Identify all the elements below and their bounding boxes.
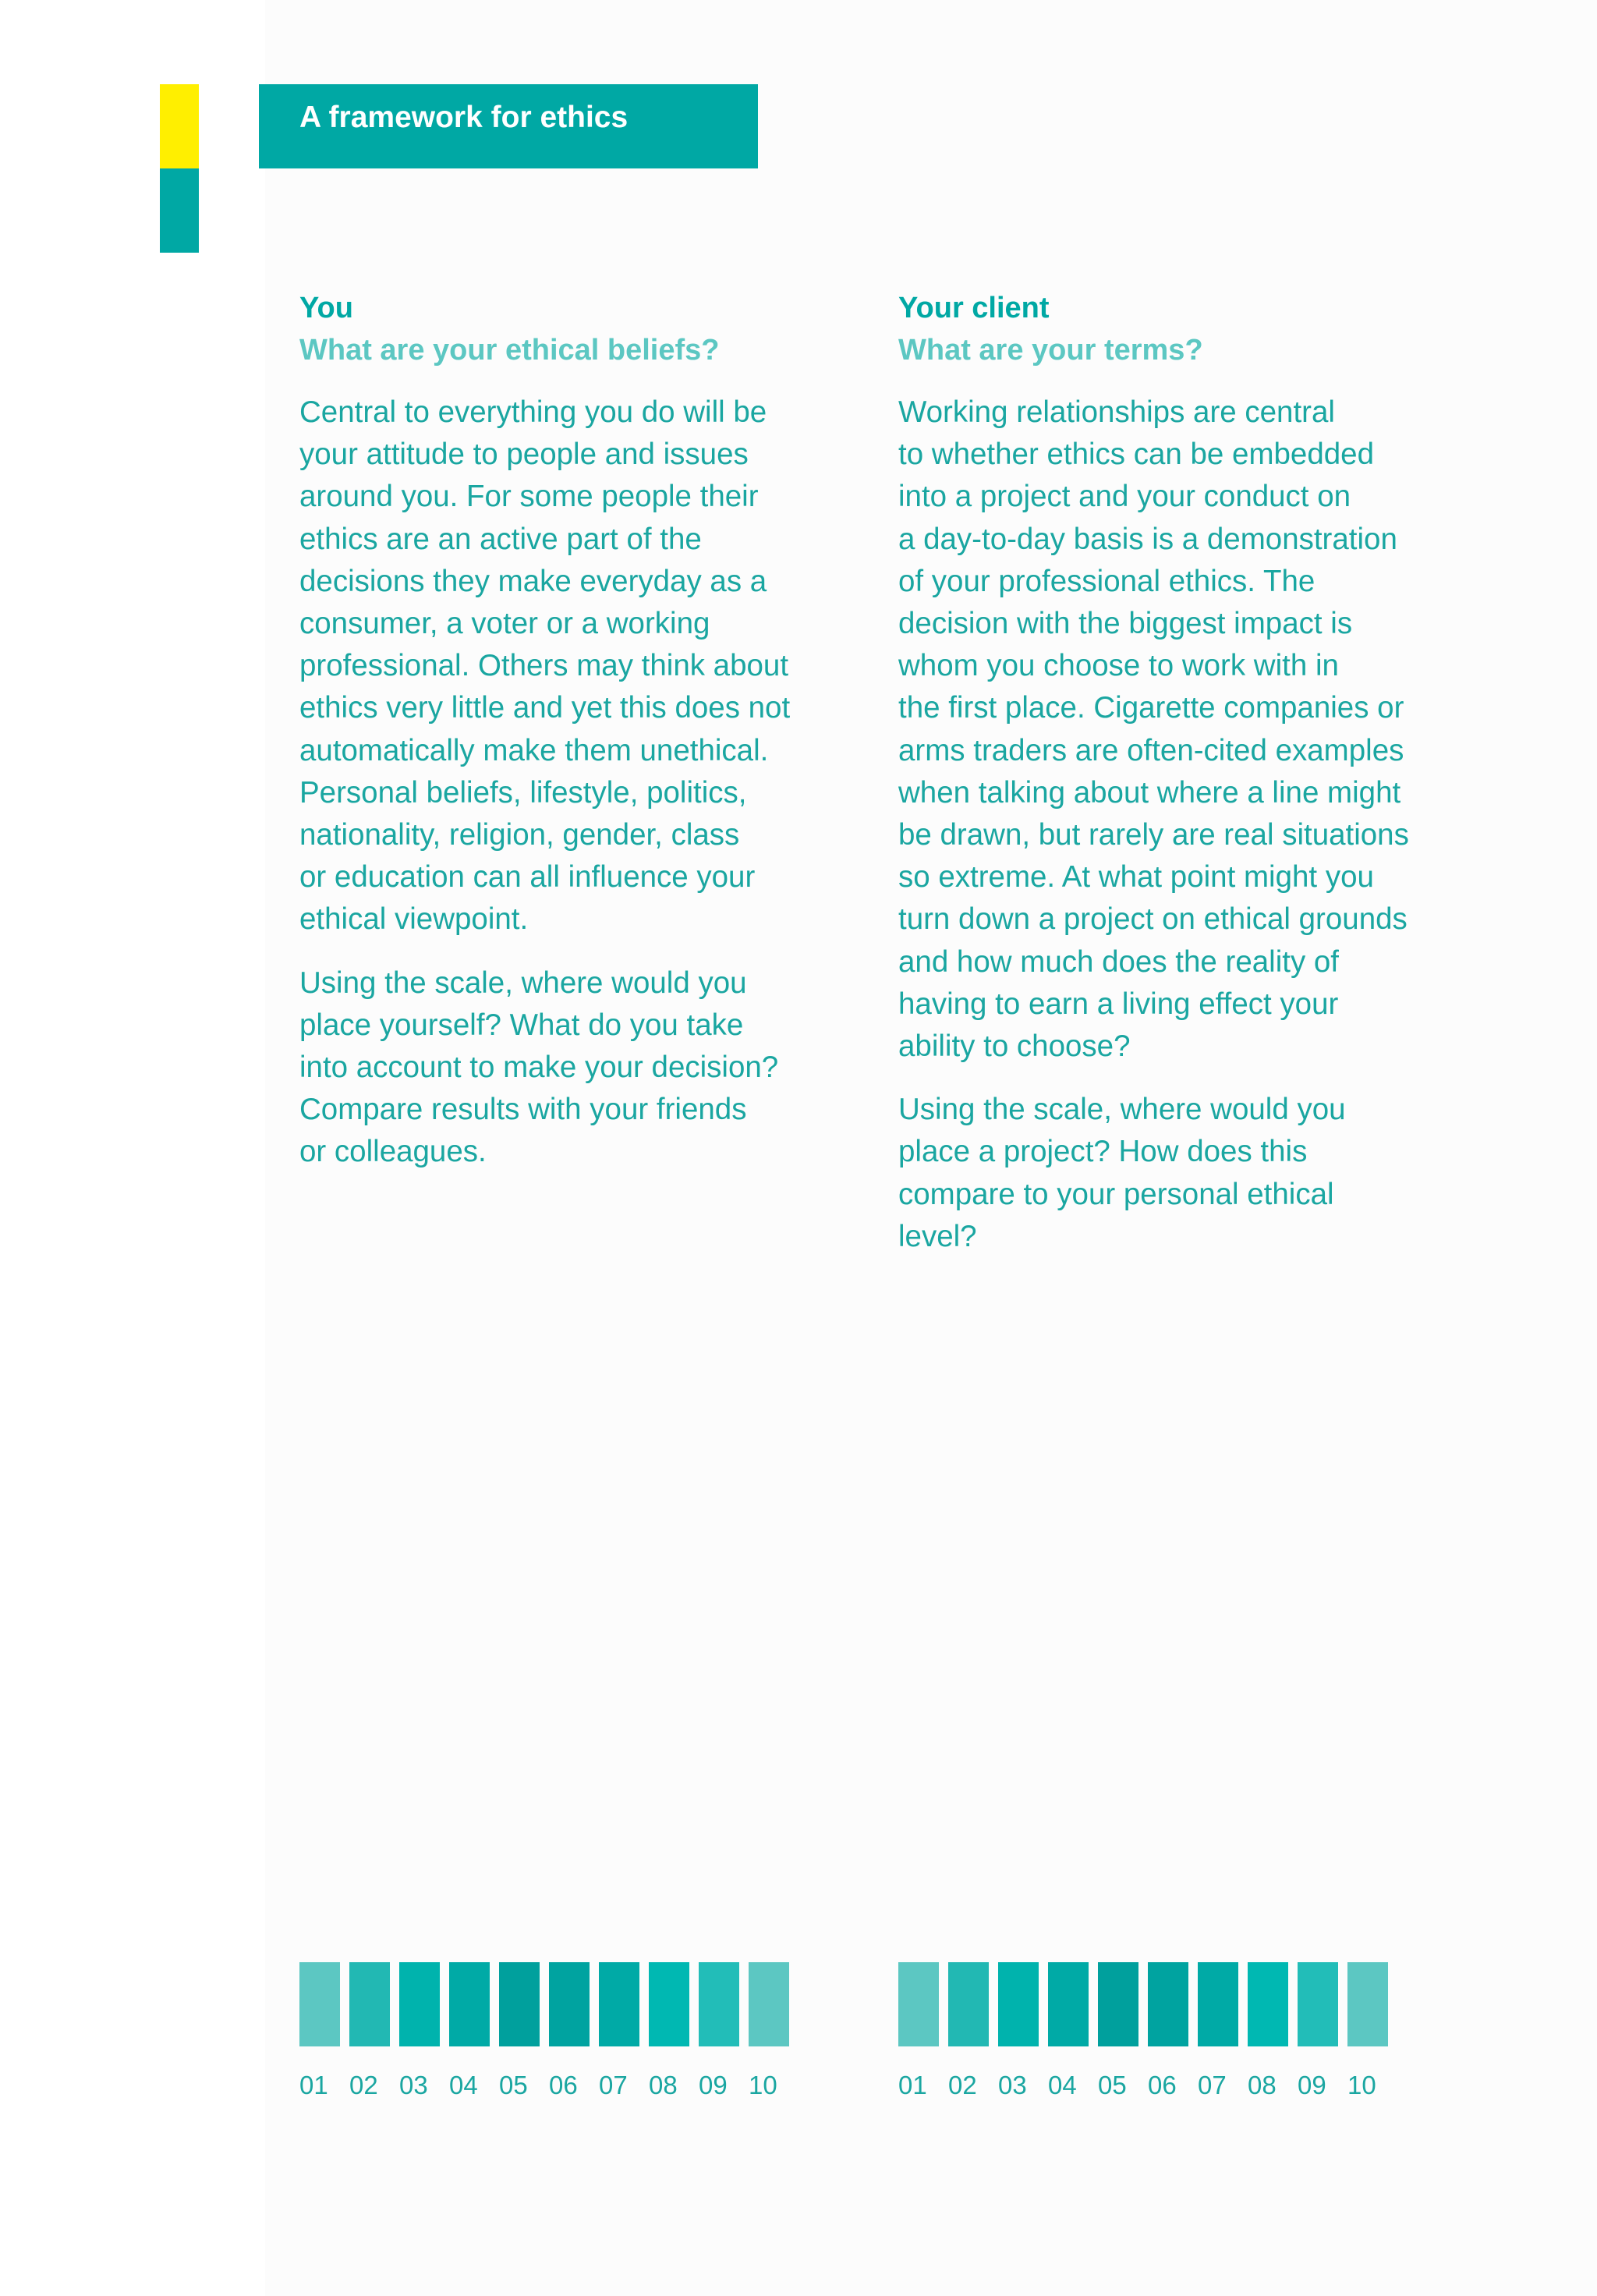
scale-swatch-08[interactable]: [1248, 1962, 1288, 2046]
body-paragraph: [898, 1089, 1444, 1258]
teal-marker-bar: [160, 168, 199, 253]
body-line: when talking about where a line might: [898, 775, 1401, 810]
scale-swatch-03[interactable]: [998, 1962, 1039, 2046]
scale-swatch-04[interactable]: [1048, 1962, 1089, 2046]
body-line: ethics are an active part of the: [299, 522, 702, 556]
column-subheading: What are your ethical beliefs?: [299, 334, 720, 367]
scale-swatch-03[interactable]: [399, 1962, 440, 2046]
body-line: compare to your personal ethical: [898, 1177, 1334, 1211]
yellow-marker-bar: [160, 84, 199, 168]
body-line: professional. Others may think about: [299, 649, 789, 683]
body-paragraph: [898, 392, 1444, 1068]
scale-your-client: [898, 1962, 1413, 2109]
scale-you: [299, 1962, 814, 2109]
body-line: level?: [898, 1219, 977, 1253]
scale-swatch-05[interactable]: [1098, 1962, 1138, 2046]
scale-labels: [898, 2070, 1413, 2109]
scale-swatch-02[interactable]: [948, 1962, 989, 2046]
body-line: arms traders are often-cited examples: [898, 733, 1404, 767]
column-heading: You: [299, 292, 353, 324]
scale-label-07: 07: [599, 2071, 628, 2099]
scale-label-03: 03: [399, 2071, 428, 2099]
body-paragraph: [299, 962, 845, 1174]
body-line: automatically make them unethical.: [299, 733, 769, 767]
body-line: so extreme. At what point might you: [898, 860, 1374, 895]
column-body: [299, 392, 845, 1174]
scale-labels: [299, 2070, 814, 2109]
scale-label-08: 08: [649, 2071, 678, 2099]
scale-swatch-06[interactable]: [1148, 1962, 1188, 2046]
body-line: decision with the biggest impact is: [898, 607, 1353, 641]
scale-label-02: 02: [948, 2071, 977, 2099]
body-line: or education can all influence your: [299, 860, 756, 895]
scale-swatch-01[interactable]: [299, 1962, 340, 2046]
body-line: place a project? How does this: [898, 1135, 1308, 1169]
column-subheading: What are your terms?: [898, 334, 1203, 367]
body-line: decisions they make everyday as a: [299, 564, 767, 598]
body-paragraph: [299, 392, 845, 941]
body-line: Personal beliefs, lifestyle, politics,: [299, 775, 747, 810]
scale-label-06: 06: [1148, 2071, 1177, 2099]
scale-label-04: 04: [449, 2071, 478, 2099]
body-line: nationality, religion, gender, class: [299, 818, 740, 852]
scale-label-09: 09: [1298, 2071, 1326, 2099]
body-line: turn down a project on ethical grounds: [898, 902, 1408, 937]
scale-label-04: 04: [1048, 2071, 1077, 2099]
body-line: ethics very little and yet this does not: [299, 691, 791, 725]
scale-label-10: 10: [1347, 2071, 1376, 2099]
scale-label-07: 07: [1198, 2071, 1227, 2099]
scale-label-10: 10: [749, 2071, 777, 2099]
body-line: ability to choose?: [898, 1029, 1131, 1064]
column-heading: Your client: [898, 292, 1050, 324]
scale-swatch-01[interactable]: [898, 1962, 939, 2046]
scale-swatch-08[interactable]: [649, 1962, 689, 2046]
column-you: [299, 287, 845, 1195]
scale-swatch-04[interactable]: [449, 1962, 490, 2046]
body-line: be drawn, but rarely are real situations: [898, 818, 1409, 852]
scale-swatch-06[interactable]: [549, 1962, 590, 2046]
body-line: Using the scale, where would you: [898, 1093, 1346, 1127]
scale-label-01: 01: [299, 2071, 328, 2099]
scale-swatch-09[interactable]: [1298, 1962, 1338, 2046]
body-line: consumer, a voter or a working: [299, 607, 710, 641]
scale-swatch-05[interactable]: [499, 1962, 540, 2046]
column-your-client: [898, 287, 1444, 1279]
scale-label-01: 01: [898, 2071, 927, 2099]
scale-label-05: 05: [1098, 2071, 1127, 2099]
scale-label-08: 08: [1248, 2071, 1277, 2099]
body-line: or colleagues.: [299, 1135, 487, 1169]
body-line: around you. For some people their: [299, 480, 759, 514]
scale-swatch-07[interactable]: [1198, 1962, 1238, 2046]
body-line: Working relationships are central: [898, 395, 1335, 429]
scale-label-09: 09: [699, 2071, 728, 2099]
body-line: into a project and your conduct on: [898, 480, 1351, 514]
body-line: and how much does the reality of: [898, 944, 1339, 979]
body-line: having to earn a living effect your: [898, 987, 1339, 1021]
body-line: to whether ethics can be embedded: [898, 438, 1374, 472]
body-line: place yourself? What do you take: [299, 1008, 744, 1042]
body-line: your attitude to people and issues: [299, 438, 749, 472]
body-line: of your professional ethics. The: [898, 564, 1315, 598]
body-line: into account to make your decision?: [299, 1051, 779, 1085]
scale-label-02: 02: [349, 2071, 378, 2099]
scale-label-05: 05: [499, 2071, 528, 2099]
body-line: Compare results with your friends: [299, 1093, 747, 1127]
scale-swatch-10[interactable]: [749, 1962, 789, 2046]
scale-swatch-09[interactable]: [699, 1962, 739, 2046]
body-line: a day-to-day basis is a demonstration: [898, 522, 1397, 556]
body-line: ethical viewpoint.: [299, 902, 529, 937]
scale-swatches: [299, 1962, 814, 2046]
body-line: Using the scale, where would you: [299, 966, 747, 1000]
scale-swatch-07[interactable]: [599, 1962, 639, 2046]
body-line: the first place. Cigarette companies or: [898, 691, 1404, 725]
column-body: [898, 392, 1444, 1258]
body-line: Central to everything you do will be: [299, 395, 767, 429]
scale-swatch-10[interactable]: [1347, 1962, 1388, 2046]
scale-label-03: 03: [998, 2071, 1027, 2099]
scale-swatch-02[interactable]: [349, 1962, 390, 2046]
scale-label-06: 06: [549, 2071, 578, 2099]
section-header: [259, 84, 758, 168]
section-title: A framework for ethics: [299, 101, 629, 134]
body-line: whom you choose to work with in: [898, 649, 1339, 683]
scale-swatches: [898, 1962, 1413, 2046]
